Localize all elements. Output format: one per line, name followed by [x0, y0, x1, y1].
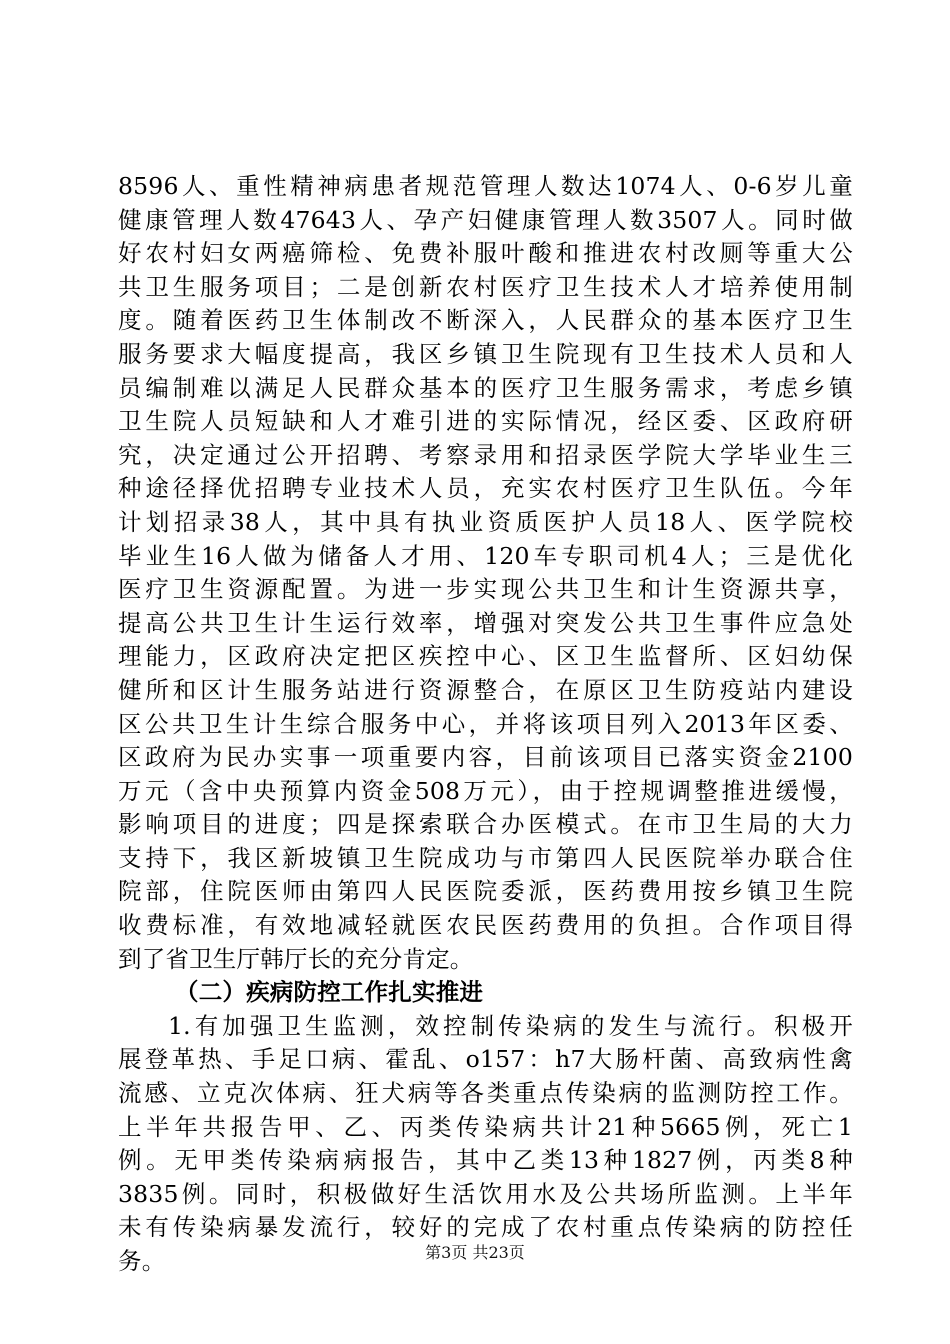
section-line: 展登革热、手足口病、霍乱、o157：h7大肠杆菌、高致病性禽 — [118, 1045, 853, 1074]
paragraph-line: 究，决定通过公开招聘、考察录用和招录医学院大学毕业生三 — [118, 440, 853, 469]
paragraph-line: 服务要求大幅度提高，我区乡镇卫生院现有卫生技术人员和人 — [118, 339, 853, 368]
paragraph-line: 计划招录38人，其中具有执业资质医护人员18人、医学院校 — [118, 507, 853, 536]
paragraph-line: 员编制难以满足人民群众基本的医疗卫生服务需求，考虑乡镇 — [118, 373, 853, 402]
document-body — [118, 170, 853, 1279]
page-number-footer: 第3页 共23页 — [425, 1243, 525, 1262]
paragraph-line: 健康管理人数47643人、孕产妇健康管理人数3507人。同时做 — [118, 205, 853, 234]
paragraph-line: 种途径择优招聘专业技术人员，充实农村医疗卫生队伍。今年 — [118, 474, 853, 503]
paragraph-line: 卫生院人员短缺和人才难引进的实际情况，经区委、区政府研 — [118, 407, 853, 436]
paragraph-line: 万元（含中央预算内资金508万元），由于控规调整推进缓慢， — [118, 776, 853, 805]
paragraph-line: 健所和区计生服务站进行资源整合，在原区卫生防疫站内建设 — [118, 675, 853, 704]
paragraph-line: 毕业生16人做为储备人才用、120车专职司机4人；三是优化 — [118, 541, 853, 570]
paragraph-line: 到了省卫生厅韩厅长的充分肯定。 — [118, 944, 474, 973]
paragraph-line: 提高公共卫生计生运行效率，增强对突发公共卫生事件应急处 — [118, 608, 853, 637]
section-line: 1.有加强卫生监测，效控制传染病的发生与流行。积极开 — [168, 1011, 853, 1040]
paragraph-line: 区公共卫生计生综合服务中心，并将该项目列入2013年区委、 — [118, 709, 853, 738]
section-heading: （二）疾病防控工作扎实推进 — [175, 978, 484, 1007]
paragraph-line: 度。随着医药卫生体制改不断深入，人民群众的基本医疗卫生 — [118, 306, 853, 335]
section-line: 流感、立克次体病、狂犬病等各类重点传染病的监测防控工作。 — [118, 1079, 853, 1108]
section-line: 未有传染病暴发流行，较好的完成了农村重点传染病的防控任 — [118, 1213, 853, 1242]
paragraph-line: 共卫生服务项目；二是创新农村医疗卫生技术人才培养使用制 — [118, 272, 853, 301]
section-line: 例。无甲类传染病病报告，其中乙类13种1827例，丙类8种 — [118, 1146, 853, 1175]
section-line: 3835例。同时，积极做好生活饮用水及公共场所监测。上半年 — [118, 1179, 853, 1208]
paragraph-line: 医疗卫生资源配置。为进一步实现公共卫生和计生资源共享， — [118, 575, 853, 604]
paragraph-line: 理能力，区政府决定把区疾控中心、区卫生监督所、区妇幼保 — [118, 642, 853, 671]
paragraph-line: 支持下，我区新坡镇卫生院成功与市第四人民医院举办联合住 — [118, 843, 853, 872]
paragraph-line: 区政府为民办实事一项重要内容，目前该项目已落实资金2100 — [118, 743, 853, 772]
paragraph-line: 8596人、重性精神病患者规范管理人数达1074人、0-6岁儿童 — [118, 172, 853, 200]
section-line: 务。 — [118, 1247, 166, 1275]
paragraph-line: 收费标准，有效地减轻就医农民医药费用的负担。合作项目得 — [118, 911, 853, 940]
paragraph-line: 影响项目的进度；四是探索联合办医模式。在市卫生局的大力 — [118, 810, 853, 839]
paragraph-line: 院部，住院医师由第四人民医院委派，医药费用按乡镇卫生院 — [118, 877, 853, 906]
paragraph-line: 好农村妇女两癌筛检、免费补服叶酸和推进农村改厕等重大公 — [118, 239, 853, 268]
section-line: 上半年共报告甲、乙、丙类传染病共计21种5665例，死亡1 — [118, 1112, 853, 1141]
